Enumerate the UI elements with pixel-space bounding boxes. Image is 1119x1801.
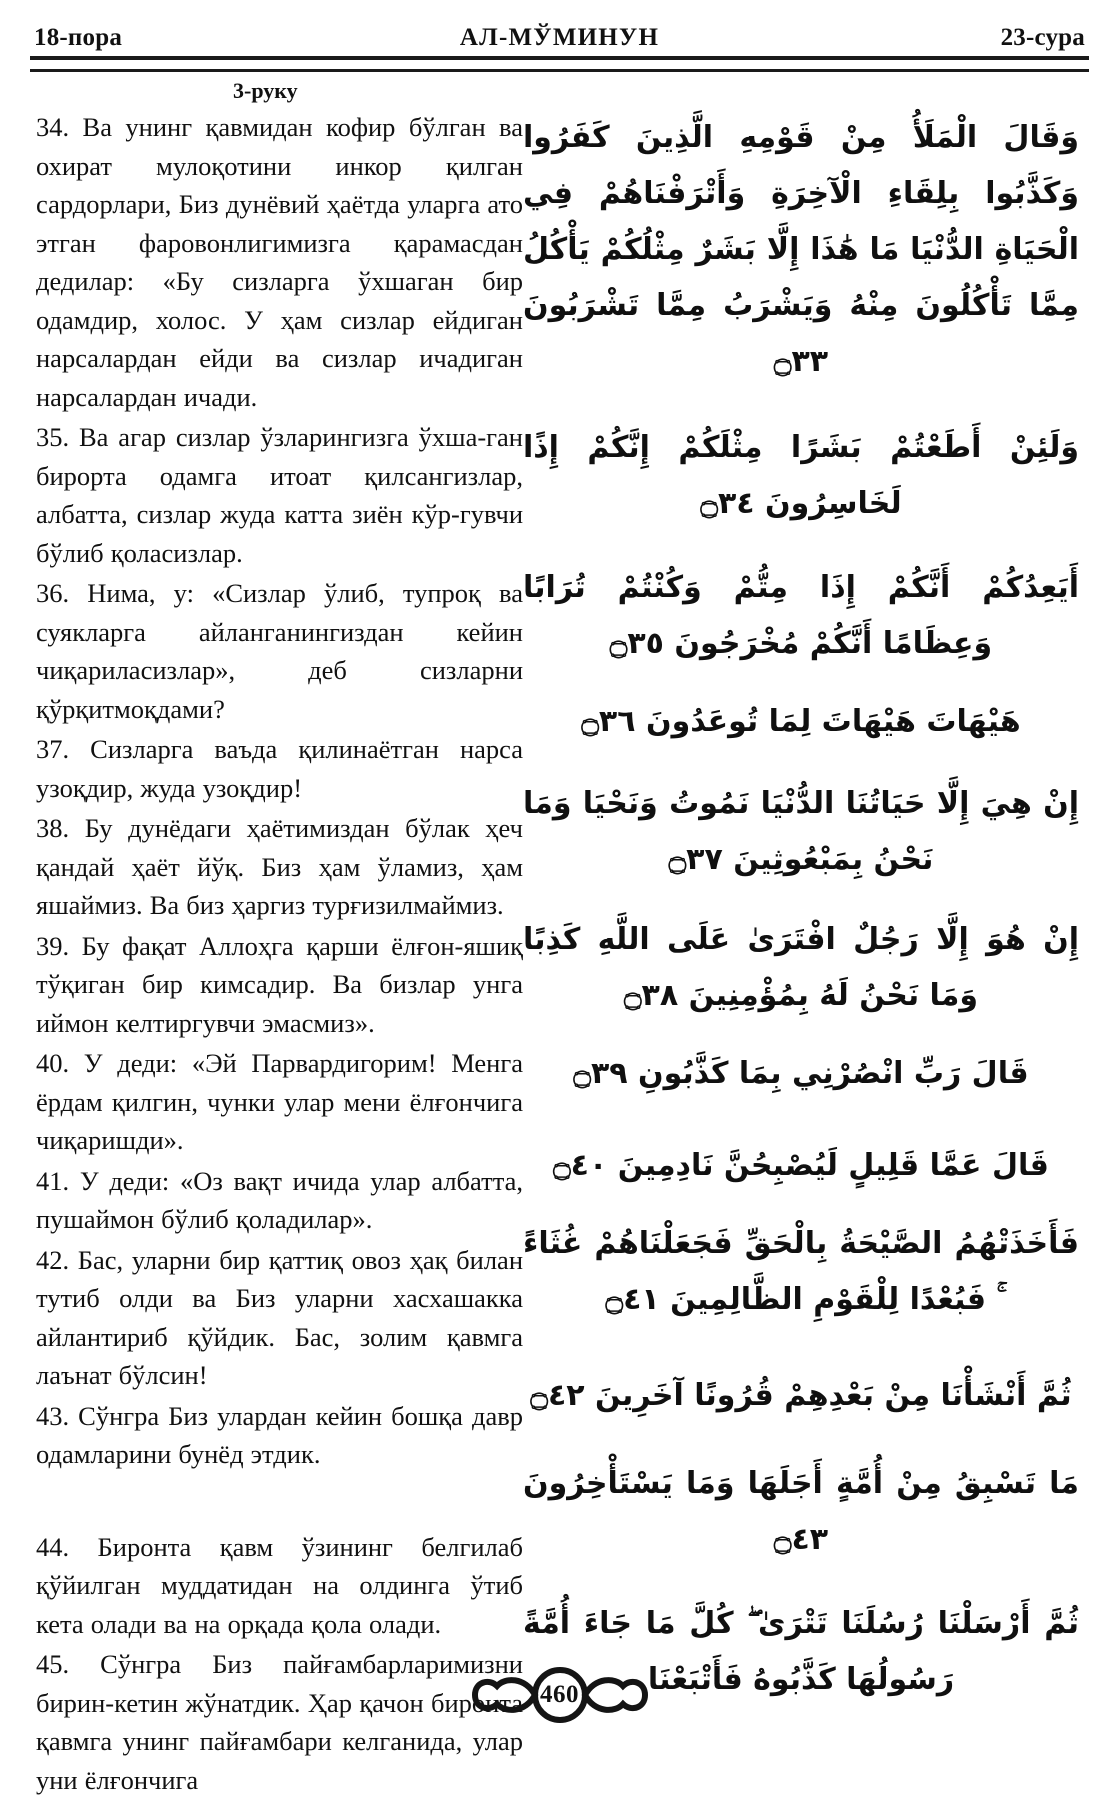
verse-39: 39. Бу фақат Аллоҳга қарши ёлғон-яшиқ тўқиган бир кимсадир. Ва бизлар унга иймон келтиргувчи эмасмиз». bbox=[36, 930, 523, 1038]
arabic-ayah-39: قَالَ رَبِّ انْصُرْنِي بِمَا كَذَّبُونِ ۝٣٩ bbox=[573, 1056, 1029, 1091]
running-header bbox=[28, 0, 1091, 56]
page-ornament-icon bbox=[467, 1664, 653, 1726]
section-spacer bbox=[36, 1476, 523, 1528]
ruku-heading-row bbox=[28, 72, 1091, 108]
verse-38: 38. Бу дунёдаги ҳаётимиздан бўлак ҳеч қандай ҳаёт йўқ. Биз ҳам ўламиз, ҳам яшаймиз. Ва биз ҳаргиз турғизилмаймиз. bbox=[36, 813, 523, 920]
verse-36: 36. Нима, у: «Сизлар ўлиб, тупроқ ва суякларга айланганингиздан кейин чиқариласизлар», деб сизларни қўрқитмоқдами? bbox=[36, 578, 523, 724]
header-divider-rule bbox=[30, 56, 1089, 72]
arabic-ayah-38: إِنْ هُوَ إِلَّا رَجُلٌ افْتَرَىٰ عَلَى اللَّهِ كَذِبًا وَمَا نَحْنُ لَهُ بِمُؤْمِنِينَ ۝٣٨ bbox=[523, 922, 1079, 1013]
arabic-ayah-41: فَأَخَذَتْهُمُ الصَّيْحَةُ بِالْحَقِّ فَجَعَلْنَاهُمْ غُثَاءً ۚ فَبُعْدًا لِلْقَوْمِ الظَّالِمِينَ ۝٤١ bbox=[523, 1226, 1079, 1317]
verse-44: 44. Биронта қавм ўзининг белгилаб қўйилган муддатидан на олдинга ўтиб кета олади ва на орқада қола олади. bbox=[36, 1531, 523, 1639]
verse-35: 35. Ва агар сизлар ўзларингизга ўхша-ган бирорта одамга итоат қилсангизлар, албатта, сизлар жуда катта зиён кўр-гувчи бўлиб қоласизлар. bbox=[36, 422, 523, 568]
verse-42: 42. Бас, уларни бир қаттиқ овоз ҳақ билан тутиб олди ва Биз уларни хасхашакка айлантириб қўйдик. Бас, золим қавмга лаънат бўлсин! bbox=[36, 1244, 523, 1390]
header-juz-label: 18-пора bbox=[34, 24, 123, 51]
ruku-heading: 3-руку bbox=[233, 78, 298, 103]
verse-40: 40. У деди: «Эй Парвардигорим! Менга ёрдам қилгин, чунки улар мени ёлғончига чиқаришди». bbox=[36, 1048, 523, 1155]
uzbek-translation-column bbox=[28, 108, 523, 1801]
arabic-ayah-34: وَلَئِنْ أَطَعْتُمْ بَشَرًا مِثْلَكُمْ إِنَّكُمْ إِذًا لَخَاسِرُونَ ۝٣٤ bbox=[523, 430, 1079, 521]
page-number: 460 bbox=[540, 1681, 579, 1708]
arabic-ayah-40: قَالَ عَمَّا قَلِيلٍ لَيُصْبِحُنَّ نَادِمِينَ ۝٤٠ bbox=[553, 1148, 1049, 1183]
header-surah-number: 23-сура bbox=[1000, 24, 1085, 51]
arabic-ayah-33: وَقَالَ الْمَلَأُ مِنْ قَوْمِهِ الَّذِينَ كَفَرُوا وَكَذَّبُوا بِلِقَاءِ الْآخِرَةِ وَأَتْرَفْنَاهُمْ فِي الْحَيَاةِ الدُّنْيَا مَا هَٰذَا إِلَّا بَشَرٌ مِثْلُكُمْ يَأْكُلُ مِمَّا تَأْكُلُونَ مِنْهُ وَيَشْرَبُ مِمَّا تَشْرَبُونَ ۝٣٣ bbox=[523, 120, 1079, 379]
arabic-text-column bbox=[523, 108, 1083, 1708]
verse-34: 34. Ва унинг қавмидан кофир бўлган ва охират мулоқотини инкор қилган сардорлари, Биз дунёвий ҳаётда уларга ато этган фаровонлигимизга қарамасдан дедилар: «Бу сизларга ўхшаган бир одамдир, холос. У ҳам сизлар ейдиган нарсалардан ейди ва сизлар ичадиган нарсалардан ичади. bbox=[36, 112, 523, 412]
arabic-ayah-42: ثُمَّ أَنْشَأْنَا مِنْ بَعْدِهِمْ قُرُونًا آخَرِينَ ۝٤٢ bbox=[530, 1378, 1072, 1413]
arabic-ayah-43: مَا تَسْبِقُ مِنْ أُمَّةٍ أَجَلَهَا وَمَا يَسْتَأْخِرُونَ ۝٤٣ bbox=[523, 1466, 1079, 1557]
arabic-ayah-36: هَيْهَاتَ هَيْهَاتَ لِمَا تُوعَدُونَ ۝٣٦ bbox=[581, 704, 1021, 739]
verse-43: 43. Сўнгра Биз улардан кейин бошқа давр одамларини бунёд этдик. bbox=[36, 1400, 523, 1469]
arabic-ayah-35: أَيَعِدُكُمْ أَنَّكُمْ إِذَا مِتُّمْ وَكُنْتُمْ تُرَابًا وَعِظَامًا أَنَّكُمْ مُخْرَجُونَ ۝٣٥ bbox=[523, 570, 1079, 661]
header-surah-title: АЛ-МЎМИНУН bbox=[459, 24, 660, 51]
verse-45: 45. Сўнгра Биз пайғамбарларимизни бирин-кетин жўнатдик. Ҳар қачон биронта қавмга унинг пайғамбари келганида, улар уни ёлғончига bbox=[36, 1649, 523, 1795]
verse-37: 37. Сизларга ваъда қилинаётган нарса узоқдир, жуда узоқдир! bbox=[36, 734, 523, 803]
verse-41: 41. У деди: «Оз вақт ичида улар албатта, пушаймон бўлиб қоладилар». bbox=[36, 1165, 523, 1234]
page-footer bbox=[0, 1655, 1119, 1735]
arabic-ayah-37: إِنْ هِيَ إِلَّا حَيَاتُنَا الدُّنْيَا نَمُوتُ وَنَحْيَا وَمَا نَحْنُ بِمَبْعُوثِينَ ۝٣٧ bbox=[523, 786, 1079, 877]
page-body bbox=[28, 108, 1091, 1801]
arabic-ayah-44: ثُمَّ أَرْسَلْنَا رُسُلَنَا تَتْرَىٰ ۖ كُلَّ مَا جَاءَ أُمَّةً رَسُولُهَا كَذَّبُوهُ فَأَتْبَعْنَا bbox=[523, 1606, 1079, 1697]
